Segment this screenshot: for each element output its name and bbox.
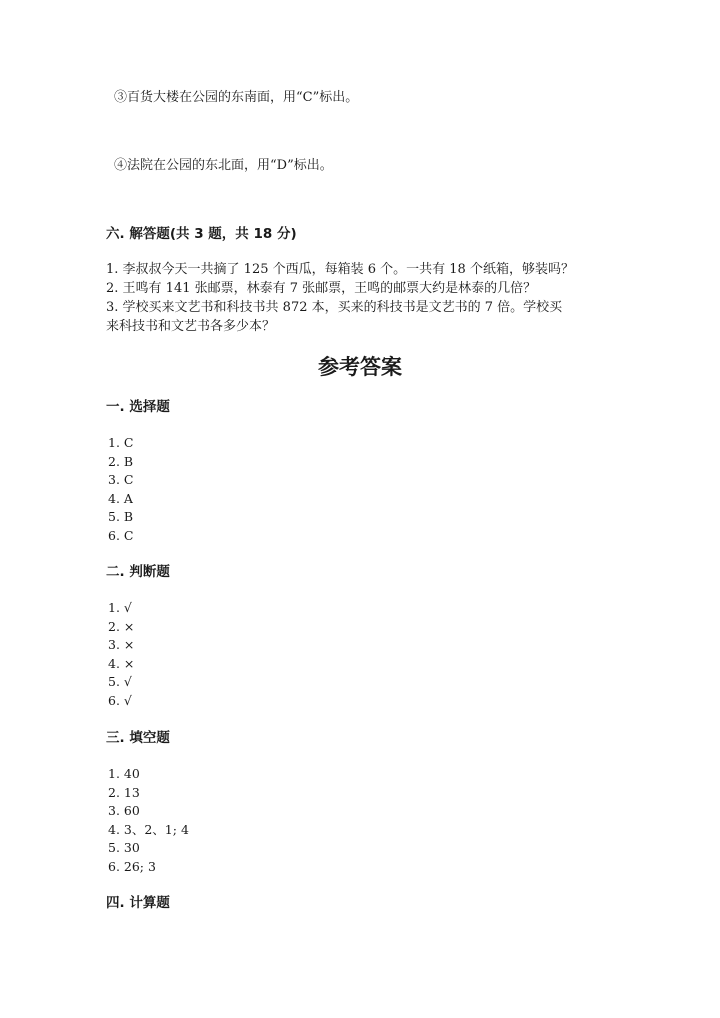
answer-item: 1. C [108, 435, 134, 450]
answer-fill-heading: 三. 填空题 [106, 730, 170, 746]
section-6-heading: 六. 解答题(共 3 题，共 18 分) [106, 226, 297, 242]
answer-item: 1. √ [108, 600, 132, 615]
answer-item: 4. × [108, 655, 135, 671]
answer-item: 2. 13 [108, 784, 140, 800]
question-2: 2. 王鸣有 141 张邮票，林泰有 7 张邮票，王鸣的邮票大约是林泰的几倍？ [106, 281, 537, 296]
answer-title: 参考答案 [318, 355, 402, 379]
answer-item: 3. × [108, 637, 135, 653]
answer-choice-heading: 一. 选择题 [106, 399, 170, 415]
answer-item: 3. 60 [108, 803, 140, 819]
carryover-item-4: ④法院在公园的东北面，用“D”标出。 [114, 158, 333, 173]
question-3-line-1: 3. 学校买来文艺书和科技书共 872 本，买来的科技书是文艺书的 7 倍。学校买 [106, 300, 563, 315]
answer-item: 2. B [108, 453, 134, 469]
question-1: 1. 李叔叔今天一共摘了 125 个西瓜，每箱装 6 个。一共有 18 个纸箱，够装吗？ [106, 262, 574, 277]
answer-item: 6. √ [108, 693, 132, 708]
answer-calc-heading: 四. 计算题 [106, 895, 170, 911]
answer-item: 5. √ [108, 674, 132, 690]
answer-item: 2. × [108, 618, 135, 634]
answer-item: 6. 26; 3 [108, 859, 156, 874]
answer-item: 6. C [108, 528, 134, 543]
answer-item: 4. 3、2、1; 4 [108, 821, 189, 837]
carryover-item-3: ③百货大楼在公园的东南面，用“C”标出。 [114, 90, 359, 105]
answer-judge-heading: 二. 判断题 [106, 564, 170, 580]
answer-item: 5. B [108, 509, 134, 525]
answer-item: 1. 40 [108, 766, 140, 781]
answer-item: 5. 30 [108, 840, 140, 856]
question-3-line-2: 来科技书和文艺书各多少本？ [106, 319, 276, 334]
answer-item: 4. A [108, 490, 133, 506]
answer-item: 3. C [108, 472, 134, 488]
